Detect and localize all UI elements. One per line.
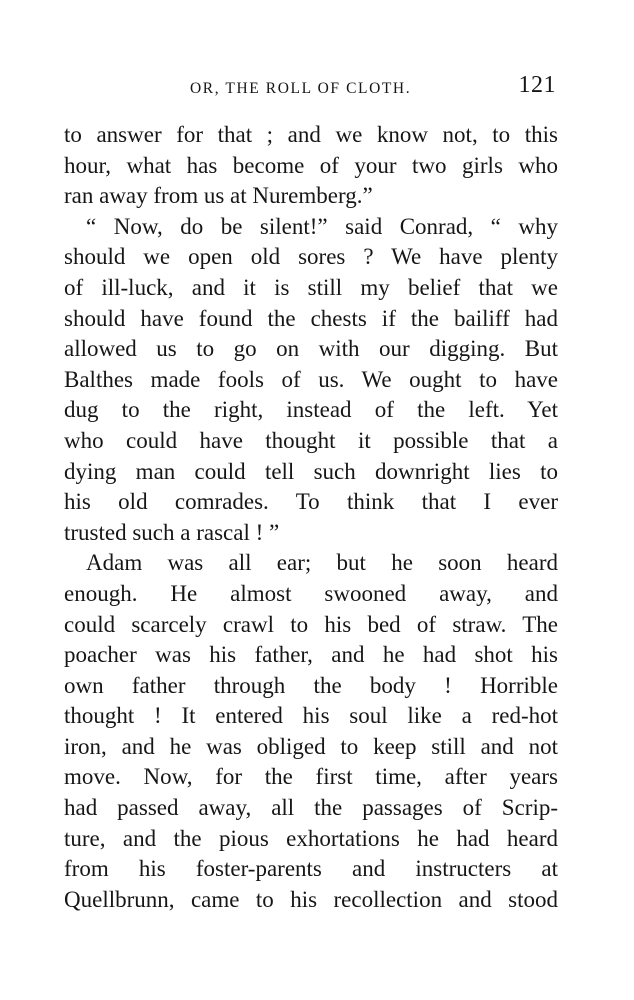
text-line: Adam was all ear; but he soon heard — [86, 550, 558, 576]
text-line: dug to the right, instead of the left. Yet — [64, 397, 558, 423]
text-line: of ill-luck, and it is still my belief that we — [64, 274, 558, 300]
text-line: ran away from us at Nuremberg.” — [64, 183, 373, 209]
text-line: should have found the chests if the bailiff had — [64, 305, 558, 331]
text-line: had passed away, all the passages of Scrip- — [64, 795, 558, 821]
text-line: allowed us to go on with our digging. But — [64, 336, 558, 362]
text-line: hour, what has become of your two girls who — [64, 152, 558, 178]
body-text — [64, 120, 558, 915]
text-line: his old comrades. To think that I ever — [64, 489, 558, 515]
text-line: ture, and the pious exhortations he had heard — [64, 825, 558, 851]
text-line: from his foster-parents and instructers at — [64, 856, 558, 882]
text-line: thought ! It entered his soul like a red-hot — [64, 703, 558, 729]
running-title: OR, THE ROLL OF CLOTH. — [190, 80, 412, 97]
text-line: own father through the body ! Horrible — [64, 672, 558, 698]
text-line: Balthes made fools of us. We ought to have — [64, 366, 558, 392]
text-line: who could have thought it possible that a — [64, 427, 558, 453]
text-line: poacher was his father, and he had shot his — [64, 642, 558, 668]
text-line: Quellbrunn, came to his recollection and stood — [64, 886, 558, 912]
text-line: move. Now, for the first time, after years — [64, 764, 558, 790]
text-line: could scarcely crawl to his bed of straw. The — [64, 611, 558, 637]
text-line: dying man could tell such downright lies to — [64, 458, 558, 484]
text-line: to answer for that ; and we know not, to this — [64, 122, 558, 147]
text-line: trusted such a rascal ! ” — [64, 519, 280, 545]
page-header — [64, 72, 560, 104]
text-line: should we open old sores ? We have plenty — [64, 244, 558, 270]
text-line: iron, and he was obliged to keep still and not — [64, 733, 558, 759]
text-line: enough. He almost swooned away, and — [64, 580, 558, 606]
text-line: “ Now, do be silent!” said Conrad, “ why — [86, 213, 558, 239]
page-number: 121 — [518, 72, 556, 98]
